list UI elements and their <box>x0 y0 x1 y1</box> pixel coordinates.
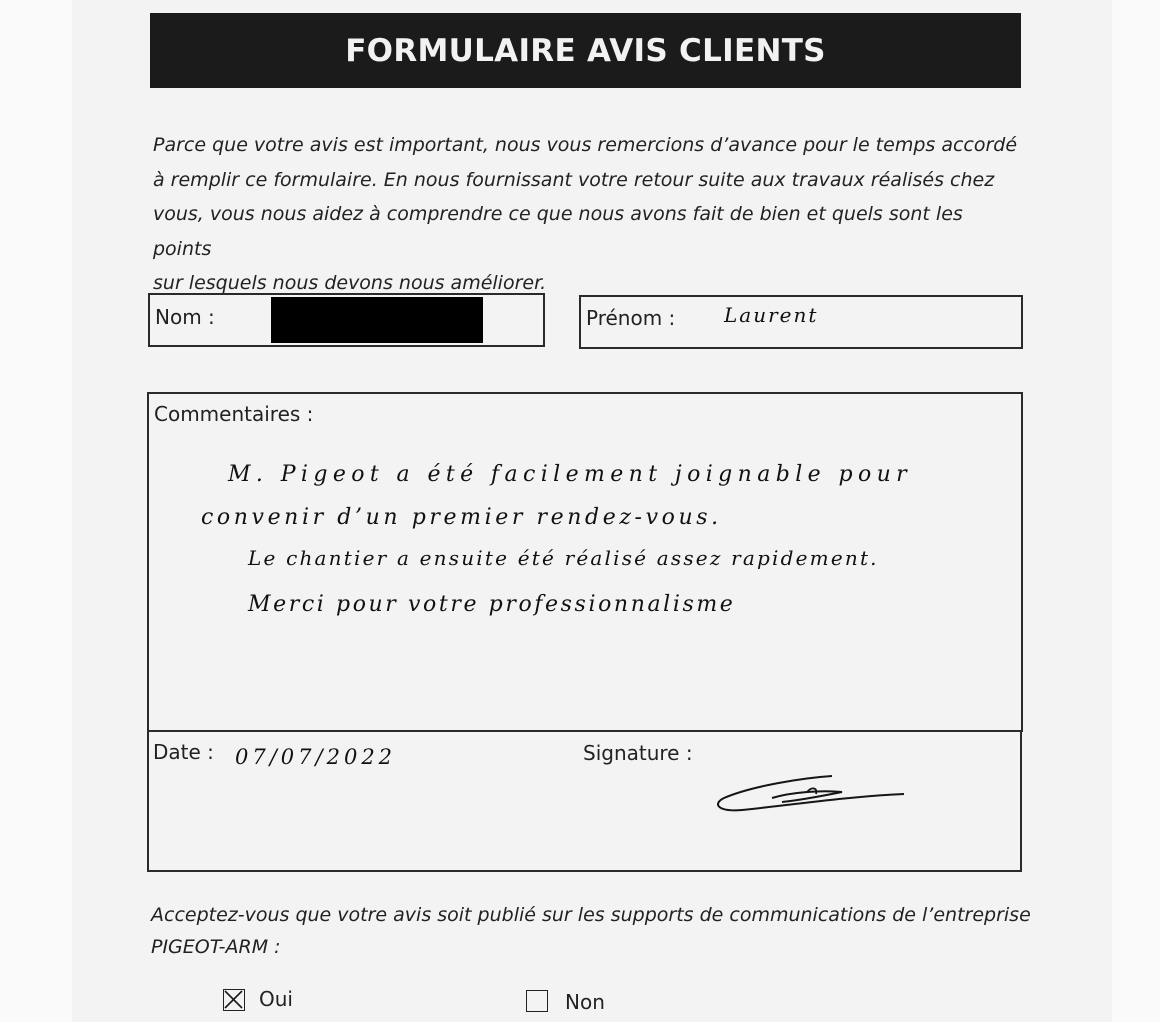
prenom-value: Laurent <box>724 303 819 327</box>
consent-question <box>151 899 1051 963</box>
intro-line: vous, vous nous aidez à comprendre ce que nous avons fait de bien et quels sont les points <box>153 203 963 260</box>
cross-check-icon <box>224 990 243 1009</box>
intro-line: à remplir ce formulaire. En nous fournissant votre retour suite aux travaux réalisés chez <box>153 168 995 191</box>
non-checkbox[interactable] <box>526 990 548 1012</box>
date-label: Date : <box>153 740 214 764</box>
oui-label: Oui <box>259 987 293 1011</box>
prenom-label: Prénom : <box>586 306 676 330</box>
comments-label: Commentaires : <box>154 402 314 426</box>
oui-checkbox[interactable] <box>223 989 245 1011</box>
nom-label: Nom : <box>155 305 215 329</box>
comment-line: convenir d’un premier rendez-vous. <box>201 505 722 530</box>
non-label: Non <box>565 990 605 1014</box>
intro-text <box>153 128 1023 301</box>
form-title-bar <box>150 13 1021 88</box>
intro-line: sur lesquels nous devons nous améliorer. <box>153 272 547 294</box>
redaction-bar <box>271 297 483 343</box>
consent-line: PIGEOT-ARM : <box>151 936 281 958</box>
comment-line: Le chantier a ensuite été réalisé assez rapidement. <box>248 546 879 570</box>
intro-line: Parce que votre avis est important, nous vous remercions d’avance pour le temps accordé <box>153 134 1018 156</box>
form-title: FORMULAIRE AVIS CLIENTS <box>345 32 826 69</box>
comment-line: Merci pour votre professionnalisme <box>248 592 736 617</box>
consent-line: Acceptez-vous que votre avis soit publié sur les supports de communications de l’entreprise <box>151 904 1031 926</box>
signature-label: Signature : <box>583 741 693 765</box>
comment-line: M. Pigeot a été facilement joignable pour <box>228 462 913 487</box>
date-value: 07/07/2022 <box>235 745 397 769</box>
signature-drawing <box>712 768 912 818</box>
